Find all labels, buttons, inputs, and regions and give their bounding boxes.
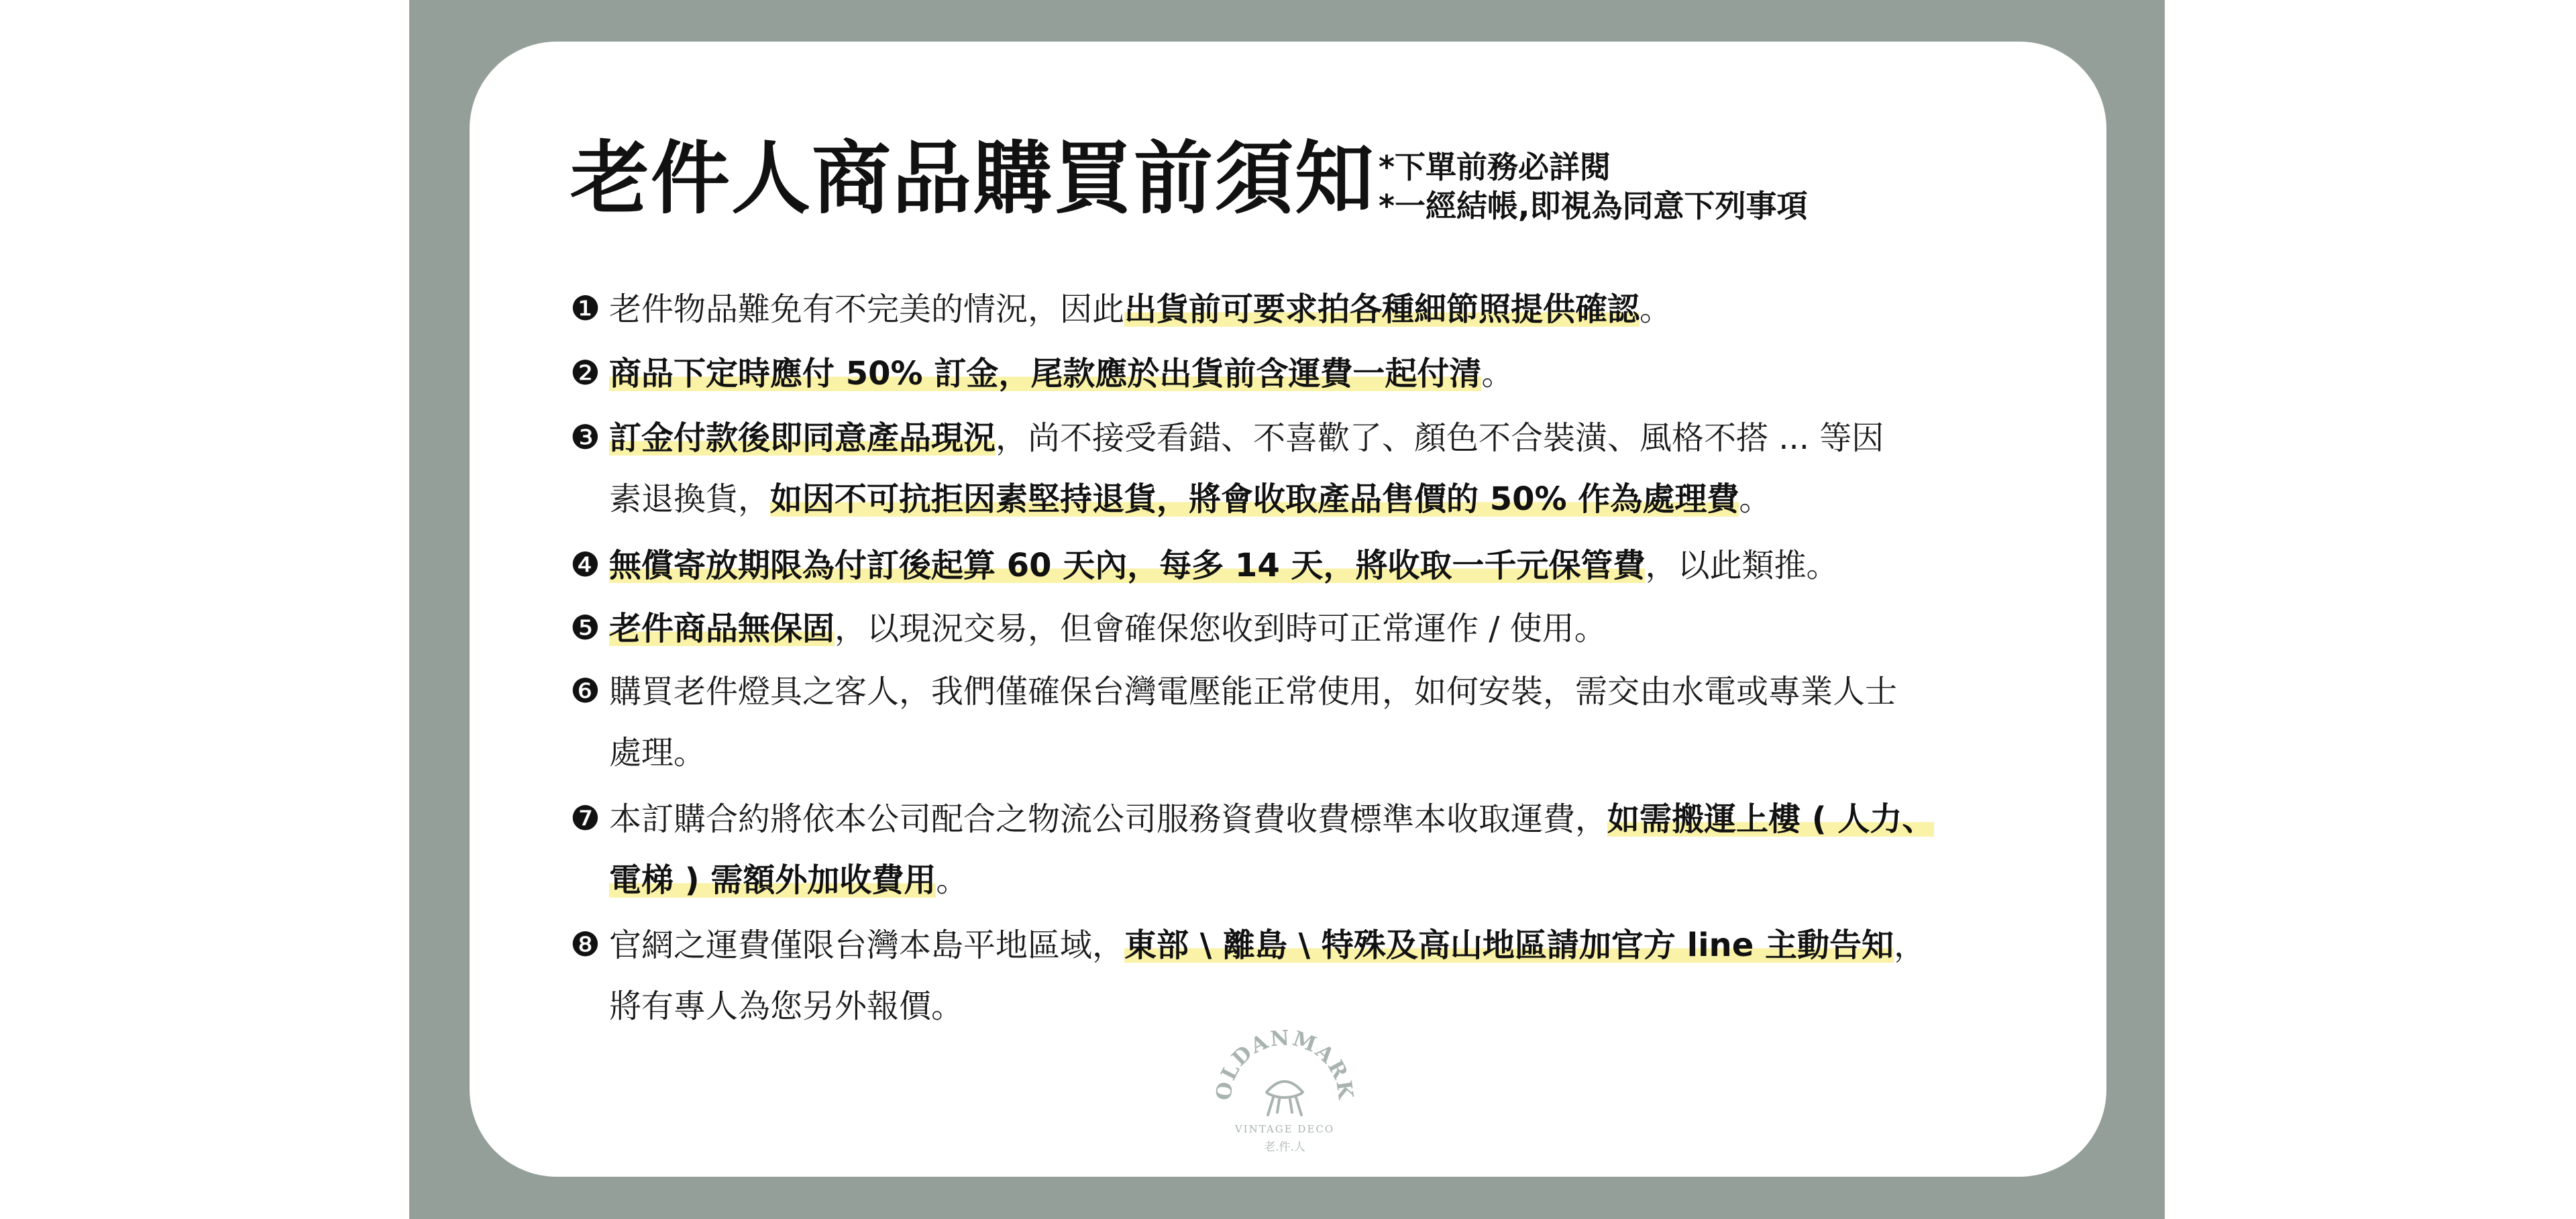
item-number-3: ❸ — [570, 418, 600, 457]
item-7-highlight: 如需搬運上樓 ( 人力、 — [1607, 800, 1935, 838]
item-6-text: 購買老件燈具之客人，我們僅確保台灣電壓能正常使用，如何安裝，需交由水電或專業人士 — [609, 673, 1898, 710]
chair-icon — [1267, 1081, 1303, 1115]
list-item-6 — [570, 671, 1897, 712]
item-number-7: ❼ — [570, 799, 600, 838]
list-item-3-continued — [609, 480, 1771, 519]
item-7-text: 本訂購合約將依本公司配合之物流公司服務資費收費標準本收取運費， — [609, 800, 1608, 838]
item-1-text-end: 。 — [1640, 290, 1672, 328]
list-item-4 — [570, 545, 1838, 586]
list-item-7 — [570, 798, 1934, 839]
item-7-cont-highlight: 電梯 ) 需額外加收費用 — [609, 861, 936, 899]
item-7-cont-end: 。 — [936, 861, 969, 899]
oldanmark-logo — [1214, 1020, 1355, 1161]
item-4-text: ，以此類推。 — [1645, 547, 1839, 584]
list-item-7-continued — [609, 861, 968, 900]
item-number-8: ❽ — [570, 925, 600, 964]
item-8-highlight: 東部 \ 離島 \ 特殊及高山地區請加官方 line 主動告知 — [1124, 926, 1894, 964]
logo-brand-text: OLDANMARK — [1214, 1026, 1355, 1102]
item-number-4: ❹ — [570, 545, 600, 584]
item-1-highlight: 出貨前可要求拍各種細節照提供確認 — [1124, 290, 1640, 328]
item-6-cont-text: 處理。 — [609, 734, 706, 772]
list-item-1 — [570, 288, 1672, 329]
item-1-text: 老件物品難免有不完美的情況，因此 — [609, 290, 1125, 328]
page-title: 老件人商品購買前須知 — [570, 132, 1376, 225]
item-2-text-end: 。 — [1481, 355, 1514, 392]
svg-text:OLDANMARK — [1214, 1026, 1355, 1102]
item-8-text-end: ， — [1893, 926, 1926, 964]
item-5-text: ，以現況交易，但會確保您收到時可正常運作 / 使用。 — [835, 610, 1607, 647]
list-item-6-continued — [609, 734, 706, 773]
note-checkout-consent: *一經結帳,即視為同意下列事項 — [1379, 188, 1808, 224]
list-item-5 — [570, 608, 1607, 649]
list-item-8 — [570, 924, 1926, 965]
item-3-cont-highlight: 如因不可抗拒因素堅持退貨，將會收取產品售價的 50% 作為處理費 — [770, 480, 1739, 518]
item-2-highlight: 商品下定時應付 50% 訂金，尾款應於出貨前含運費一起付清 — [609, 355, 1482, 392]
item-3-cont-text: 素退換貨， — [609, 480, 771, 518]
item-8-cont-text: 將有專人為您另外報價。 — [609, 988, 964, 1025]
item-3-highlight: 訂金付款後即同意產品現況 — [609, 419, 996, 457]
list-item-2 — [570, 353, 1513, 394]
logo-svg — [1214, 1020, 1355, 1161]
item-3-cont-end: 。 — [1739, 480, 1772, 518]
item-number-1: ❶ — [570, 289, 600, 328]
logo-chinese-name: 老.件.人 — [1264, 1141, 1305, 1154]
item-4-highlight: 無償寄放期限為付訂後起算 60 天內，每多 14 天，將收取一千元保管費 — [609, 547, 1646, 584]
item-8-text: 官網之運費僅限台灣本島平地區域， — [609, 926, 1125, 964]
item-number-5: ❺ — [570, 608, 600, 647]
logo-tagline: VINTAGE DECO — [1234, 1123, 1335, 1135]
item-5-highlight: 老件商品無保固 — [609, 610, 835, 647]
item-number-2: ❷ — [570, 354, 600, 392]
note-read-carefully: *下單前務必詳閱 — [1379, 149, 1611, 185]
item-number-6: ❻ — [570, 672, 600, 710]
list-item-8-continued — [609, 988, 963, 1026]
item-3-text: ，尚不接受看錯、不喜歡了、顏色不合裝潢、風格不搭 ... 等因 — [996, 419, 1884, 457]
list-item-3 — [570, 417, 1884, 458]
